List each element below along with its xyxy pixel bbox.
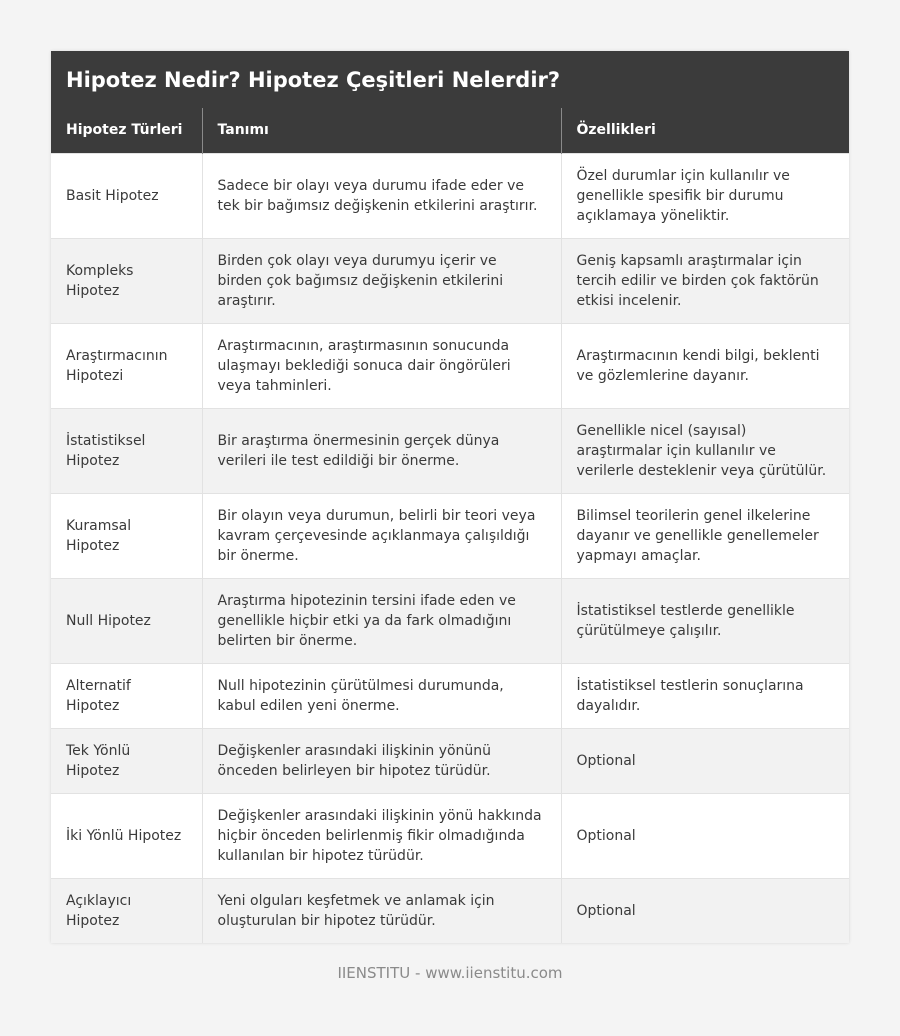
cell-type: Alternatif Hipotez xyxy=(51,663,202,728)
header-definition: Tanımı xyxy=(202,108,561,153)
cell-definition: Sadece bir olayı veya durumu ifade eder ve tek bir bağımsız değişkenin etkilerini araştırır. xyxy=(202,153,561,238)
cell-features: Özel durumlar için kullanılır ve genellikle spesifik bir durumu açıklamaya yöneliktir. xyxy=(561,153,849,238)
cell-features: Bilimsel teorilerin genel ilkelerine dayanır ve genellikle genellemeler yapmayı amaçlar. xyxy=(561,493,849,578)
hypothesis-table-card xyxy=(51,51,849,943)
table-row xyxy=(51,793,849,878)
table-row xyxy=(51,878,849,943)
header-type: Hipotez Türleri xyxy=(51,108,202,153)
hypothesis-table xyxy=(51,108,849,943)
cell-definition: Bir araştırma önermesinin gerçek dünya verileri ile test edildiği bir önerme. xyxy=(202,408,561,493)
table-row xyxy=(51,578,849,663)
table-row xyxy=(51,408,849,493)
cell-definition: Değişkenler arasındaki ilişkinin yönü hakkında hiçbir önceden belirlenmiş fikir olmadığında kullanılan bir hipotez türüdür. xyxy=(202,793,561,878)
cell-type: İstatistiksel Hipotez xyxy=(51,408,202,493)
table-row xyxy=(51,493,849,578)
table-row xyxy=(51,153,849,238)
cell-features: İstatistiksel testlerin sonuçlarına dayalıdır. xyxy=(561,663,849,728)
cell-type: Null Hipotez xyxy=(51,578,202,663)
cell-definition: Araştırmacının, araştırmasının sonucunda ulaşmayı beklediği sonuca dair öngörüleri veya tahminleri. xyxy=(202,323,561,408)
cell-definition: Yeni olguları keşfetmek ve anlamak için oluşturulan bir hipotez türüdür. xyxy=(202,878,561,943)
cell-type: İki Yönlü Hipotez xyxy=(51,793,202,878)
cell-type: Basit Hipotez xyxy=(51,153,202,238)
cell-definition: Null hipotezinin çürütülmesi durumunda, kabul edilen yeni önerme. xyxy=(202,663,561,728)
cell-definition: Araştırma hipotezinin tersini ifade eden ve genellikle hiçbir etki ya da fark olmadığını belirten bir önerme. xyxy=(202,578,561,663)
table-row xyxy=(51,323,849,408)
cell-type: Açıklayıcı Hipotez xyxy=(51,878,202,943)
cell-definition: Birden çok olayı veya durumyu içerir ve birden çok bağımsız değişkenin etkilerini araştırır. xyxy=(202,238,561,323)
cell-definition: Değişkenler arasındaki ilişkinin yönünü önceden belirleyen bir hipotez türüdür. xyxy=(202,728,561,793)
cell-features: Optional xyxy=(561,793,849,878)
table-row xyxy=(51,663,849,728)
cell-definition: Bir olayın veya durumun, belirli bir teori veya kavram çerçevesinde açıklanmaya çalışıldığı bir önerme. xyxy=(202,493,561,578)
cell-features: Optional xyxy=(561,728,849,793)
cell-type: Kompleks Hipotez xyxy=(51,238,202,323)
cell-features: Optional xyxy=(561,878,849,943)
table-row xyxy=(51,238,849,323)
table-row xyxy=(51,728,849,793)
header-features: Özellikleri xyxy=(576,122,656,139)
cell-features: Araştırmacının kendi bilgi, beklenti ve gözlemlerine dayanır. xyxy=(561,323,849,408)
table-header-row xyxy=(51,108,849,153)
cell-features: İstatistiksel testlerde genellikle çürütülmeye çalışılır. xyxy=(561,578,849,663)
cell-type: Kuramsal Hipotez xyxy=(51,493,202,578)
cell-type: Araştırmacının Hipotezi xyxy=(51,323,202,408)
cell-type: Tek Yönlü Hipotez xyxy=(51,728,202,793)
table-title: Hipotez Nedir? Hipotez Çeşitleri Nelerdir? xyxy=(51,51,849,108)
site-footer: IIENSTITU - www.iienstitu.com xyxy=(337,964,563,982)
cell-features: Geniş kapsamlı araştırmalar için tercih edilir ve birden çok faktörün etkisi incelenir. xyxy=(561,238,849,323)
cell-features: Genellikle nicel (sayısal) araştırmalar için kullanılır ve verilerle desteklenir veya çürütülür. xyxy=(561,408,849,493)
